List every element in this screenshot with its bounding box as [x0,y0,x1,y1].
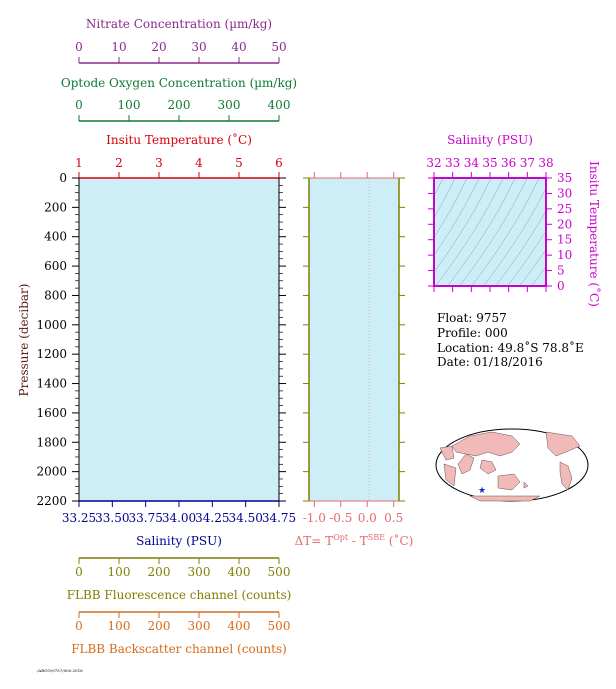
fluorescence-axis-tick-label: 400 [227,565,251,579]
backscatter-axis [71,612,290,656]
ts-density-contour [602,176,616,288]
backscatter-axis-tick-label: 100 [107,619,131,633]
ts-title: Salinity (PSU) [447,133,533,147]
fluorescence-axis-tick-label: 500 [267,565,291,579]
delta-t-tick-label: 0.5 [384,511,404,525]
ts-plot-area [434,178,546,286]
ts-x-tick-label: 36 [501,156,517,170]
delta-t-tick-label: 0.0 [357,511,377,525]
salinity-axis-tick-label: 34.00 [161,511,197,525]
ts-x-tick-label: 34 [463,156,479,170]
ts-y-tick-label: 30 [557,186,573,201]
backscatter-axis-tick-label: 0 [75,619,83,633]
salinity-axis-tick-label: 33.50 [95,511,130,525]
pressure-tick-label: 200 [44,200,67,215]
nitrate-axis-tick-label: 50 [271,40,287,54]
date: Date: 01/18/2016 [437,355,543,369]
nitrate-axis-label: Nitrate Concentration (µm/kg) [85,17,273,31]
oxygen-axis-tick-label: 200 [167,98,191,112]
float-location-marker: ★ [477,486,487,496]
fluorescence-axis-tick-label: 200 [147,565,171,579]
pressure-tick-label: 2000 [36,464,67,479]
ts-y-tick-label: 0 [557,279,565,293]
backscatter-axis-tick-label: 300 [187,619,211,633]
ts-y-axis-label: Insitu Temperature (˚C) [587,161,601,307]
temperature-axis-tick-label: 2 [115,156,123,170]
oxygen-axis-tick-label: 300 [217,98,241,112]
salinity-axis-tick-label: 34.50 [228,511,263,525]
backscatter-axis-label: FLBB Backscatter channel (counts) [71,642,287,656]
nitrate-axis-tick-label: 40 [231,40,247,54]
ts-y-tick-label: 5 [557,263,565,278]
temperature-axis-tick-label: 5 [235,156,243,170]
fluorescence-axis-tick-label: 300 [187,565,211,579]
salinity-axis-label: Salinity (PSU) [136,534,222,548]
nitrate-axis [75,17,286,63]
float-info [437,311,584,369]
temperature-axis-tick-label: 3 [155,156,163,170]
delta-t-plot-area [309,178,399,501]
delta-t-axis-label: $\Delta T= T^{Opt} - T^{SBE}$ (˚C) [294,533,414,548]
pressure-tick-label: 1800 [36,435,67,450]
fluorescence-axis-label: FLBB Fluorescence channel (counts) [66,588,292,602]
salinity-axis-tick-label: 33.75 [128,511,163,525]
oxygen-axis-tick-label: 0 [75,98,83,112]
pressure-tick-label: 1400 [36,376,67,391]
pressure-tick-label: 1000 [36,317,67,332]
oxygen-axis-tick-label: 400 [267,98,291,112]
ts-x-tick-label: 33 [445,156,461,170]
oxygen-axis-label: Optode Oxygen Concentration (µm/kg) [60,76,298,90]
ts-x-tick-label: 37 [519,156,535,170]
nitrate-axis-tick-label: 20 [151,40,167,54]
temperature-axis-tick-label: 4 [195,156,203,170]
backscatter-axis-tick-label: 500 [267,619,291,633]
temperature-axis-tick-label: 6 [275,156,283,170]
salinity-axis-tick-label: 33.25 [61,511,97,525]
ts-x-tick-label: 38 [538,156,554,170]
fluorescence-axis [67,558,292,602]
ts-x-tick-label: 35 [482,156,498,170]
nitrate-axis-tick-label: 30 [191,40,207,54]
pressure-tick-label: 1600 [36,405,67,420]
pressure-tick-label: 600 [44,259,67,274]
temperature-axis-tick-label: 1 [75,156,83,170]
fluorescence-axis-tick-label: 0 [75,565,83,579]
ts-x-tick-label: 32 [426,156,442,170]
delta-t-panel [303,172,405,525]
world-map [436,429,588,501]
nitrate-axis-tick-label: 10 [111,40,127,54]
delta-t-tick-label: -0.5 [329,511,353,525]
pressure-tick-label: 0 [59,171,67,185]
backscatter-axis-tick-label: 200 [147,619,171,633]
ts-y-tick-label: 20 [557,217,573,232]
backscatter-axis-tick-label: 400 [227,619,251,633]
ts-y-tick-label: 15 [557,232,573,247]
fluorescence-axis-tick-label: 100 [107,565,131,579]
footer-tiny-label: /ARGO/9757/000.2016 [37,668,83,673]
float-id: Float: 9757 [437,311,507,325]
pressure-tick-label: 1200 [36,347,67,362]
oxygen-axis-tick-label: 100 [117,98,141,112]
nitrate-axis-tick-label: 0 [75,40,83,54]
salinity-axis-tick-label: 34.25 [195,511,230,525]
location: Location: 49.8˚S 78.8˚E [437,341,584,355]
pressure-tick-label: 400 [44,229,67,244]
temperature-axis-label: Insitu Temperature (˚C) [106,133,252,147]
pressure-tick-label: 800 [44,288,67,303]
delta-t-tick-label: -1.0 [302,511,326,525]
main-profile-panel [36,156,296,525]
pressure-axis-label: Pressure (decibar) [17,283,31,397]
ts-y-tick-label: 35 [557,171,573,185]
ts-y-tick-label: 10 [557,248,573,263]
ts-y-tick-label: 25 [557,201,573,216]
profile-id: Profile: 000 [437,326,508,340]
pressure-tick-label: 2200 [36,494,67,508]
salinity-axis-tick-label: 34.75 [261,511,297,525]
oxygen-axis [61,76,297,121]
main-plot-area [79,178,279,501]
